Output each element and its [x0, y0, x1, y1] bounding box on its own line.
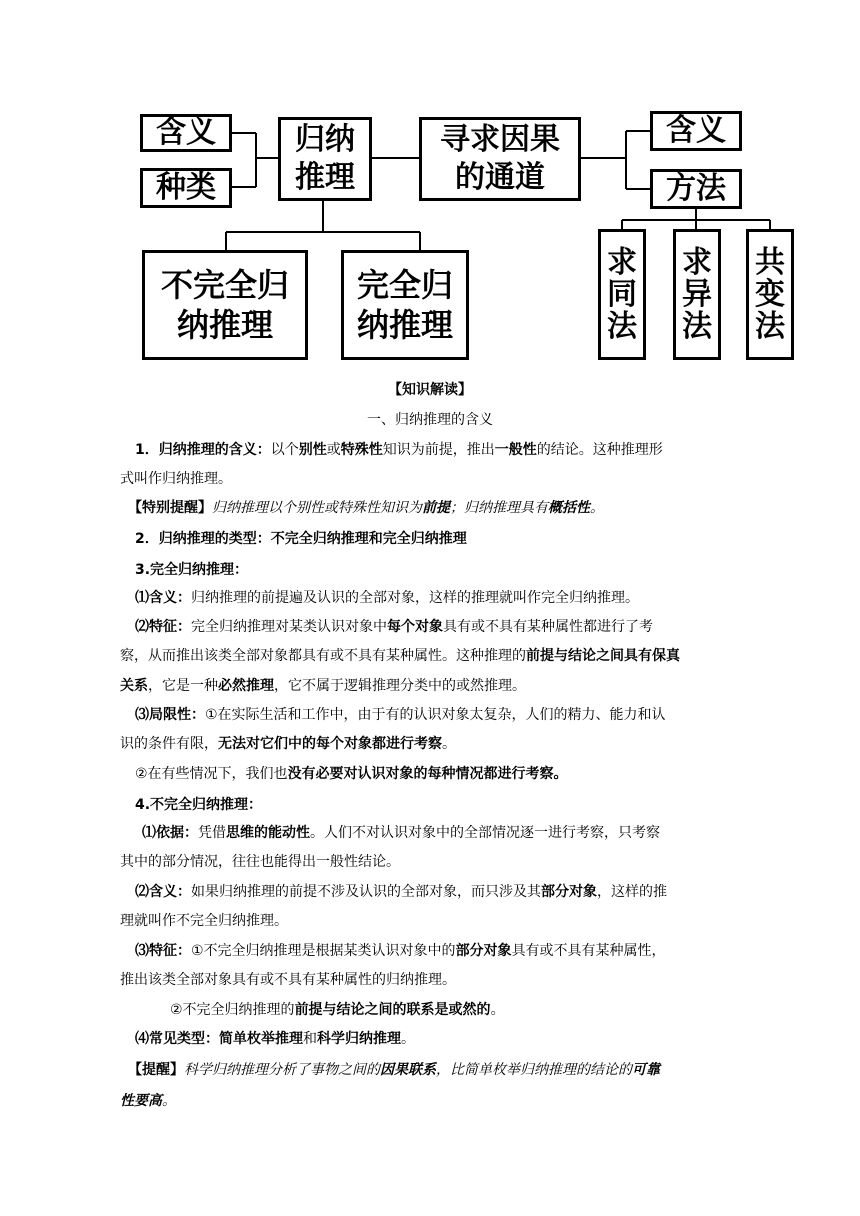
para-4-3-line1: ⑶特征：①不完全归纳推理是根据某类认识对象中的部分对象具有或不具有某种属性， [135, 943, 666, 959]
box-method-agreement [598, 229, 646, 360]
box-agreement-char3: 法 [607, 308, 637, 344]
box-concomitant-char2: 变 [755, 276, 785, 312]
box-inductive-line2: 推理 [295, 160, 355, 195]
para-4-3-line3: ②不完全归纳推理的前提与结论之间的联系是或然的。 [170, 1002, 505, 1018]
box-complete-line2: 纳推理 [356, 306, 453, 344]
box-incomplete-line2: 纳推理 [176, 306, 273, 344]
box-difference-char1: 求 [682, 244, 712, 280]
reminder-line2: 性要高。 [120, 1093, 176, 1109]
box-types [140, 168, 232, 208]
box-agreement-char2: 同 [607, 276, 637, 312]
knowledge-heading [0, 380, 860, 400]
para-4-1-line1: ⑴依据：凭借思维的能动性。人们不对认识对象中的全部情况逐一进行考察，只考察 [142, 825, 660, 841]
box-inductive-line1: 归纳 [295, 122, 355, 157]
box-complete-induction [341, 250, 469, 360]
para-1-line1: 1．归纳推理的含义：以个别性或特殊性知识为前提，推出一般性的结论。这种推理形 [135, 442, 663, 458]
para-4-1-line2: 其中的部分情况，往往也能得出一般性结论。 [120, 854, 400, 870]
box-causal-line1: 寻求因果 [440, 122, 560, 157]
para-3-1: ⑴含义：归纳推理的前提遍及认识的全部对象，这样的推理就叫作完全归纳推理。 [135, 590, 639, 606]
para-3-3-line2: 识的条件有限，无法对它们中的每个对象都进行考察。 [120, 736, 456, 752]
para-3-3-line3: ②在有些情况下，我们也没有必要对认识对象的每种情况都进行考察。 [135, 766, 568, 782]
para-4-2-line1: ⑵含义：如果归纳推理的前提不涉及认识的全部对象，而只涉及其部分对象，这样的推 [135, 884, 667, 900]
box-inductive-reasoning [278, 117, 372, 201]
para-3-3-line1: ⑶局限性：①在实际生活和工作中，由于有的认识对象太复杂，人们的精力、能力和认 [135, 707, 666, 723]
para-3-heading: 3.完全归纳推理： [135, 562, 249, 578]
para-4-2-line2: 理就叫作不完全归纳推理。 [120, 913, 288, 929]
section-title-text: 一、归纳推理的含义 [367, 412, 493, 428]
para-1-line2: 式叫作归纳推理。 [120, 471, 232, 487]
box-causal-line2: 的通道 [455, 160, 545, 195]
box-difference-char3: 法 [682, 308, 712, 344]
box-concomitant-char3: 法 [755, 308, 785, 344]
box-meaning-left [140, 114, 232, 152]
para-3-2-line2: 察，从而推出该类全部对象都具有或不具有某种属性。这种推理的前提与结论之间具有保真 [120, 648, 680, 664]
reminder-line1: 【提醒】科学归纳推理分析了事物之间的因果联系，比简单枚举归纳推理的结论的可靠 [128, 1062, 660, 1078]
para-3-2-line1: ⑵特征：完全归纳推理对某类认识对象中每个对象具有或不具有某种属性都进行了考 [135, 619, 653, 635]
box-method-concomitant [746, 229, 794, 360]
box-methods-label: 方法 [666, 171, 726, 206]
para-4-3-line2: 推出该类全部对象具有或不具有某种属性的归纳推理。 [120, 972, 456, 988]
para-4-4: ⑷常见类型：简单枚举推理和科学归纳推理。 [135, 1031, 415, 1047]
para-3-2-line3: 关系，它是一种必然推理，它不属于逻辑推理分类中的或然推理。 [120, 678, 526, 694]
para-4-heading: 4.不完全归纳推理： [135, 797, 263, 813]
box-methods [650, 169, 742, 209]
box-meaning-left-label: 含义 [156, 115, 216, 150]
box-complete-line1: 完全归 [356, 266, 453, 304]
box-difference-char2: 异 [682, 276, 712, 312]
para-2: 2．归纳推理的类型：不完全归纳推理和完全归纳推理 [135, 531, 467, 547]
box-causal-pathway [419, 117, 581, 201]
box-incomplete-line1: 不完全归 [160, 266, 289, 304]
box-agreement-char1: 求 [607, 244, 637, 280]
section-title [0, 410, 860, 430]
box-types-label: 种类 [156, 170, 216, 205]
box-meaning-right [650, 111, 742, 151]
box-concomitant-char1: 共 [755, 244, 785, 280]
box-meaning-right-label: 含义 [666, 113, 726, 148]
knowledge-heading-text: 【知识解读】 [388, 382, 472, 398]
box-method-difference [673, 229, 721, 360]
special-reminder: 【特别提醒】归纳推理以个别性或特殊性知识为前提；归纳推理具有概括性。 [128, 500, 604, 516]
box-incomplete-induction [142, 250, 308, 360]
